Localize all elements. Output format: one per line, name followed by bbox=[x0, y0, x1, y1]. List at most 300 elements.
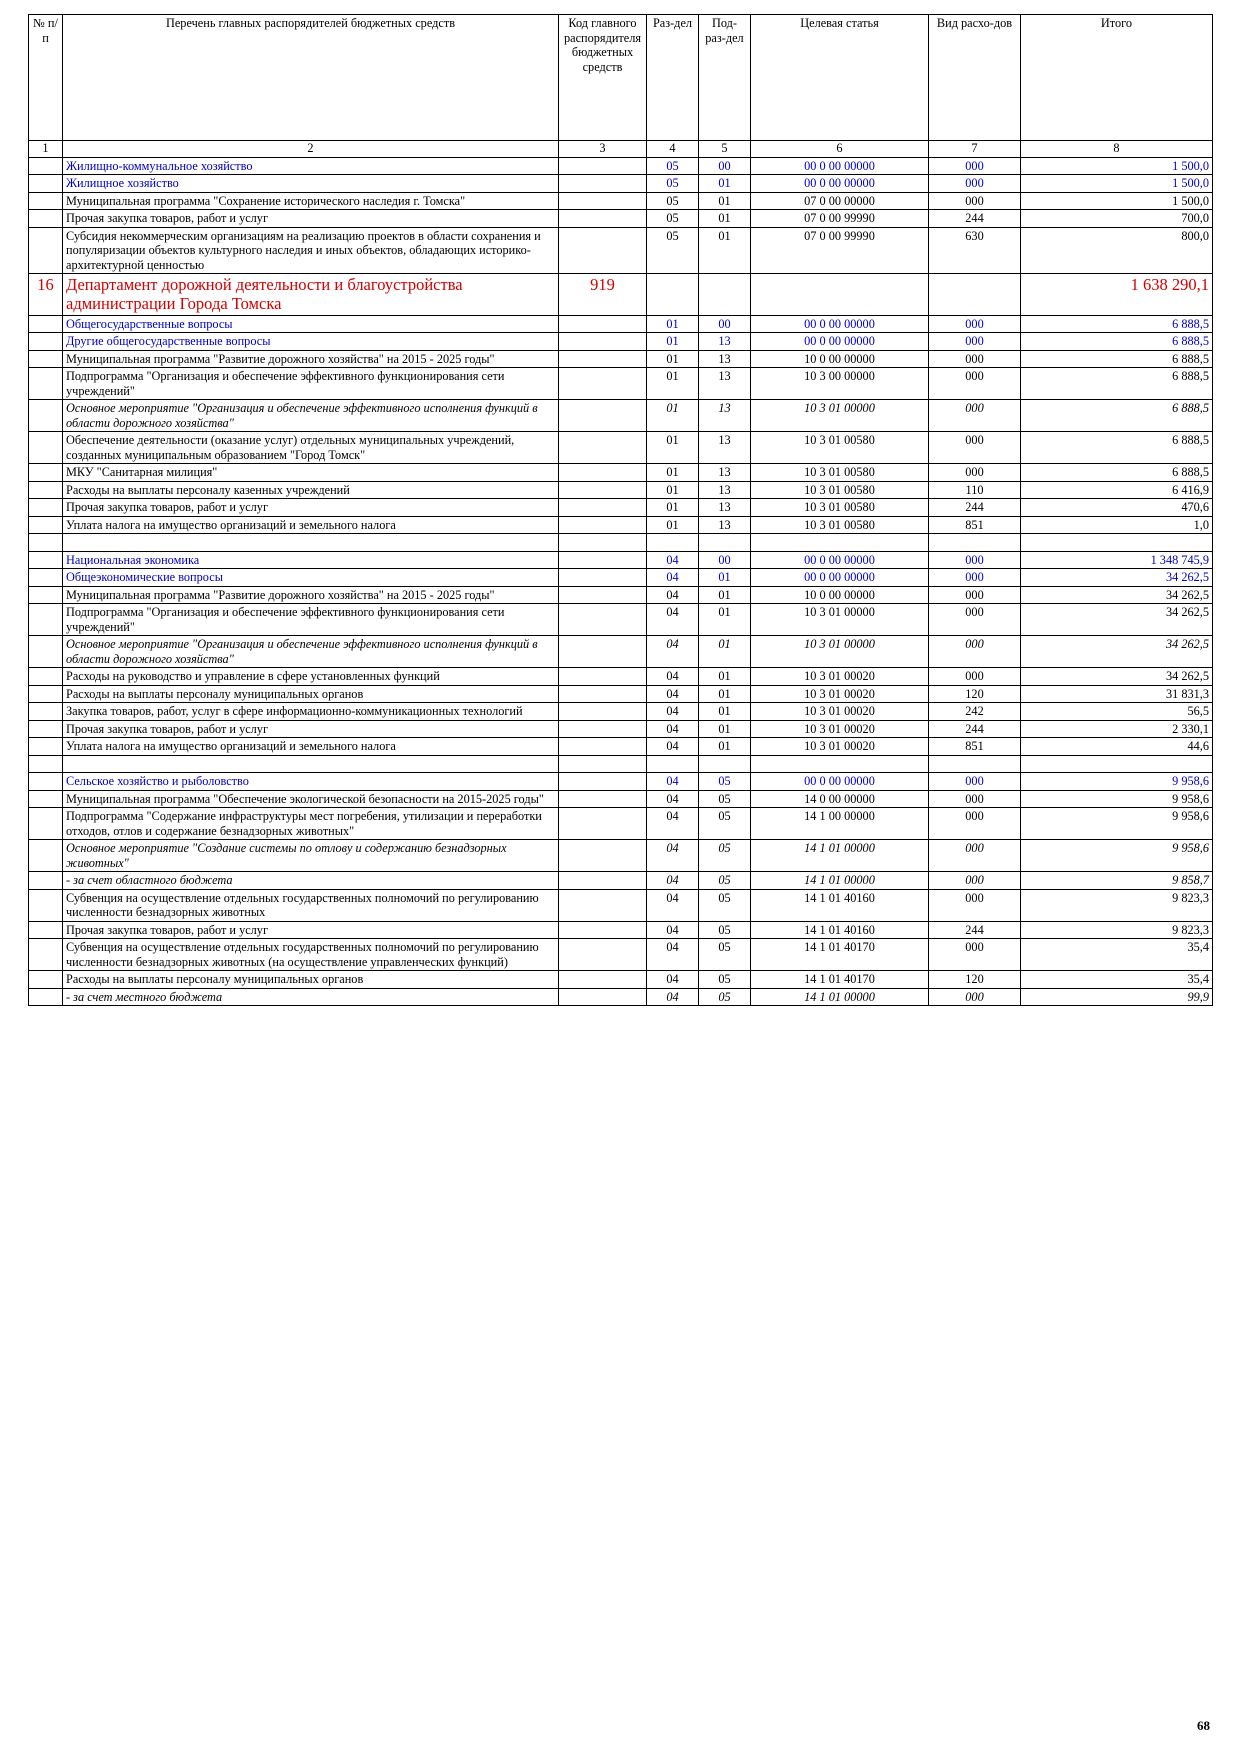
cell-podrazdel: 01 bbox=[699, 192, 751, 210]
cell-target-article: 10 3 01 00580 bbox=[751, 432, 929, 464]
cell-total: 1 638 290,1 bbox=[1021, 274, 1213, 316]
cell-target-article: 00 0 00 00000 bbox=[751, 315, 929, 333]
cell-row-number bbox=[29, 921, 63, 939]
cell-target-article: 00 0 00 00000 bbox=[751, 333, 929, 351]
cell-expense-name: Расходы на руководство и управление в сфере установленных функций bbox=[63, 668, 559, 686]
page-number: 68 bbox=[1197, 1718, 1210, 1733]
spacer-cell bbox=[559, 755, 647, 773]
header-cell-itogo: Итого bbox=[1021, 15, 1213, 141]
cell-expense-name: Муниципальная программа "Сохранение исторического наследия г. Томска" bbox=[63, 192, 559, 210]
cell-chief-code bbox=[559, 668, 647, 686]
table-row bbox=[29, 569, 1213, 587]
cell-podrazdel: 01 bbox=[699, 720, 751, 738]
cell-expense-name: Общеэкономические вопросы bbox=[63, 569, 559, 587]
table-row bbox=[29, 227, 1213, 274]
cell-row-number bbox=[29, 668, 63, 686]
cell-chief-code bbox=[559, 175, 647, 193]
cell-target-article: 14 1 01 00000 bbox=[751, 840, 929, 872]
table-row bbox=[29, 703, 1213, 721]
cell-chief-code bbox=[559, 720, 647, 738]
cell-row-number bbox=[29, 971, 63, 989]
cell-razdel bbox=[647, 274, 699, 316]
cell-podrazdel: 13 bbox=[699, 368, 751, 400]
cell-row-number bbox=[29, 227, 63, 274]
table-row bbox=[29, 368, 1213, 400]
cell-target-article: 07 0 00 00000 bbox=[751, 192, 929, 210]
cell-expense-name: Прочая закупка товаров, работ и услуг bbox=[63, 921, 559, 939]
cell-chief-code bbox=[559, 210, 647, 228]
cell-razdel: 04 bbox=[647, 703, 699, 721]
cell-podrazdel: 05 bbox=[699, 889, 751, 921]
cell-podrazdel: 01 bbox=[699, 604, 751, 636]
cell-expense-type: 000 bbox=[929, 157, 1021, 175]
cell-target-article: 10 0 00 00000 bbox=[751, 586, 929, 604]
cell-target-article: 10 3 01 00580 bbox=[751, 516, 929, 534]
cell-expense-type: 000 bbox=[929, 604, 1021, 636]
spacer-cell bbox=[29, 534, 63, 552]
cell-razdel: 04 bbox=[647, 872, 699, 890]
cell-razdel: 04 bbox=[647, 939, 699, 971]
cell-expense-name: Прочая закупка товаров, работ и услуг bbox=[63, 720, 559, 738]
cell-total: 34 262,5 bbox=[1021, 636, 1213, 668]
cell-row-number bbox=[29, 889, 63, 921]
cell-expense-type: 120 bbox=[929, 971, 1021, 989]
cell-podrazdel: 13 bbox=[699, 400, 751, 432]
cell-razdel: 04 bbox=[647, 668, 699, 686]
cell-expense-name: Расходы на выплаты персоналу муниципальных органов bbox=[63, 685, 559, 703]
cell-expense-type: 000 bbox=[929, 368, 1021, 400]
cell-razdel: 04 bbox=[647, 921, 699, 939]
cell-chief-code bbox=[559, 464, 647, 482]
cell-target-article: 14 1 01 00000 bbox=[751, 872, 929, 890]
spacer-cell bbox=[63, 755, 559, 773]
cell-expense-type: 000 bbox=[929, 432, 1021, 464]
cell-chief-code bbox=[559, 227, 647, 274]
cell-row-number bbox=[29, 516, 63, 534]
col-number-5: 5 bbox=[699, 141, 751, 158]
cell-total: 2 330,1 bbox=[1021, 720, 1213, 738]
table-row bbox=[29, 668, 1213, 686]
cell-total: 34 262,5 bbox=[1021, 668, 1213, 686]
cell-total: 34 262,5 bbox=[1021, 604, 1213, 636]
cell-expense-type: 000 bbox=[929, 872, 1021, 890]
cell-row-number bbox=[29, 368, 63, 400]
cell-row-number bbox=[29, 604, 63, 636]
cell-row-number bbox=[29, 586, 63, 604]
cell-total: 34 262,5 bbox=[1021, 586, 1213, 604]
cell-target-article: 00 0 00 00000 bbox=[751, 175, 929, 193]
cell-chief-code bbox=[559, 703, 647, 721]
cell-target-article: 00 0 00 00000 bbox=[751, 157, 929, 175]
cell-podrazdel: 05 bbox=[699, 840, 751, 872]
cell-expense-name: Муниципальная программа "Развитие дорожного хозяйства" на 2015 - 2025 годы" bbox=[63, 350, 559, 368]
cell-total: 470,6 bbox=[1021, 499, 1213, 517]
cell-expense-name: МКУ "Санитарная милиция" bbox=[63, 464, 559, 482]
cell-expense-type: 000 bbox=[929, 840, 1021, 872]
cell-expense-type: 000 bbox=[929, 808, 1021, 840]
cell-expense-name: Уплата налога на имущество организаций и земельного налога bbox=[63, 738, 559, 756]
cell-podrazdel: 05 bbox=[699, 773, 751, 791]
cell-target-article: 10 3 01 00020 bbox=[751, 685, 929, 703]
cell-expense-type: 000 bbox=[929, 569, 1021, 587]
cell-expense-name: Муниципальная программа "Развитие дорожного хозяйства" на 2015 - 2025 годы" bbox=[63, 586, 559, 604]
cell-podrazdel: 00 bbox=[699, 551, 751, 569]
cell-razdel: 05 bbox=[647, 157, 699, 175]
cell-total: 1 500,0 bbox=[1021, 192, 1213, 210]
cell-expense-name: Прочая закупка товаров, работ и услуг bbox=[63, 499, 559, 517]
cell-chief-code bbox=[559, 569, 647, 587]
col-number-4: 4 bbox=[647, 141, 699, 158]
cell-row-number bbox=[29, 315, 63, 333]
cell-row-number bbox=[29, 432, 63, 464]
cell-expense-type: 244 bbox=[929, 499, 1021, 517]
cell-total: 9 958,6 bbox=[1021, 840, 1213, 872]
table-body bbox=[29, 157, 1213, 1006]
cell-razdel: 04 bbox=[647, 790, 699, 808]
cell-total: 6 888,5 bbox=[1021, 464, 1213, 482]
cell-expense-name: Уплата налога на имущество организаций и земельного налога bbox=[63, 516, 559, 534]
table-spacer-row bbox=[29, 755, 1213, 773]
table-row bbox=[29, 840, 1213, 872]
spacer-cell bbox=[559, 534, 647, 552]
table-row bbox=[29, 499, 1213, 517]
budget-table bbox=[28, 14, 1213, 1006]
cell-expense-name: Прочая закупка товаров, работ и услуг bbox=[63, 210, 559, 228]
cell-podrazdel: 05 bbox=[699, 921, 751, 939]
spacer-cell bbox=[929, 755, 1021, 773]
cell-podrazdel: 01 bbox=[699, 668, 751, 686]
cell-target-article: 14 1 01 40170 bbox=[751, 939, 929, 971]
cell-row-number bbox=[29, 551, 63, 569]
cell-row-number bbox=[29, 569, 63, 587]
cell-expense-name: Жилищно-коммунальное хозяйство bbox=[63, 157, 559, 175]
cell-razdel: 04 bbox=[647, 840, 699, 872]
cell-expense-name: Национальная экономика bbox=[63, 551, 559, 569]
cell-target-article: 07 0 00 99990 bbox=[751, 227, 929, 274]
cell-row-number bbox=[29, 738, 63, 756]
table-row bbox=[29, 192, 1213, 210]
table-row bbox=[29, 889, 1213, 921]
col-number-8: 8 bbox=[1021, 141, 1213, 158]
cell-expense-type: 000 bbox=[929, 790, 1021, 808]
cell-total: 1 500,0 bbox=[1021, 175, 1213, 193]
cell-total: 44,6 bbox=[1021, 738, 1213, 756]
cell-razdel: 01 bbox=[647, 499, 699, 517]
spacer-cell bbox=[647, 755, 699, 773]
cell-chief-code bbox=[559, 432, 647, 464]
table-row bbox=[29, 738, 1213, 756]
spacer-cell bbox=[751, 755, 929, 773]
cell-razdel: 04 bbox=[647, 988, 699, 1006]
cell-expense-type: 244 bbox=[929, 720, 1021, 738]
cell-expense-name: Закупка товаров, работ, услуг в сфере информационно-коммуникационных технологий bbox=[63, 703, 559, 721]
cell-target-article: 10 3 01 00580 bbox=[751, 464, 929, 482]
header-cell-razdel: Раз-дел bbox=[647, 15, 699, 141]
cell-podrazdel: 01 bbox=[699, 685, 751, 703]
cell-chief-code bbox=[559, 971, 647, 989]
cell-expense-type: 110 bbox=[929, 481, 1021, 499]
cell-chief-code bbox=[559, 939, 647, 971]
cell-podrazdel: 13 bbox=[699, 464, 751, 482]
cell-target-article: 10 3 01 00020 bbox=[751, 703, 929, 721]
table-row bbox=[29, 400, 1213, 432]
cell-total: 6 888,5 bbox=[1021, 400, 1213, 432]
cell-total: 6 888,5 bbox=[1021, 368, 1213, 400]
spacer-cell bbox=[63, 534, 559, 552]
table-row bbox=[29, 939, 1213, 971]
cell-total: 6 888,5 bbox=[1021, 333, 1213, 351]
table-header bbox=[29, 15, 1213, 158]
cell-chief-code bbox=[559, 315, 647, 333]
cell-razdel: 04 bbox=[647, 551, 699, 569]
cell-target-article: 00 0 00 00000 bbox=[751, 569, 929, 587]
spacer-cell bbox=[751, 534, 929, 552]
cell-chief-code bbox=[559, 368, 647, 400]
cell-target-article: 10 3 01 00020 bbox=[751, 668, 929, 686]
table-row bbox=[29, 586, 1213, 604]
cell-expense-type: 000 bbox=[929, 889, 1021, 921]
cell-expense-name: Расходы на выплаты персоналу муниципальных органов bbox=[63, 971, 559, 989]
cell-row-number bbox=[29, 840, 63, 872]
cell-podrazdel: 13 bbox=[699, 516, 751, 534]
column-number-row bbox=[29, 141, 1213, 158]
col-number-1: 1 bbox=[29, 141, 63, 158]
cell-target-article: 10 3 01 00580 bbox=[751, 481, 929, 499]
table-row bbox=[29, 808, 1213, 840]
cell-expense-name: - за счет областного бюджета bbox=[63, 872, 559, 890]
cell-chief-code bbox=[559, 499, 647, 517]
cell-expense-name: Основное мероприятие "Создание системы по отлову и содержанию безнадзорных животных" bbox=[63, 840, 559, 872]
cell-expense-type: 000 bbox=[929, 636, 1021, 668]
cell-expense-type: 851 bbox=[929, 516, 1021, 534]
cell-row-number bbox=[29, 175, 63, 193]
cell-target-article: 10 3 01 00000 bbox=[751, 604, 929, 636]
cell-expense-type: 851 bbox=[929, 738, 1021, 756]
table-row bbox=[29, 971, 1213, 989]
cell-podrazdel: 01 bbox=[699, 227, 751, 274]
cell-expense-name: Субвенция на осуществление отдельных государственных полномочий по регулированию численности безнадзорных животных (на осуществление управленческих функций) bbox=[63, 939, 559, 971]
cell-razdel: 04 bbox=[647, 569, 699, 587]
cell-total: 6 888,5 bbox=[1021, 350, 1213, 368]
cell-row-number: 16 bbox=[29, 274, 63, 316]
cell-row-number bbox=[29, 685, 63, 703]
cell-razdel: 05 bbox=[647, 227, 699, 274]
spacer-cell bbox=[699, 755, 751, 773]
cell-expense-type: 120 bbox=[929, 685, 1021, 703]
cell-expense-type: 000 bbox=[929, 586, 1021, 604]
cell-podrazdel: 13 bbox=[699, 481, 751, 499]
cell-row-number bbox=[29, 939, 63, 971]
cell-target-article: 10 3 01 00000 bbox=[751, 636, 929, 668]
cell-podrazdel: 05 bbox=[699, 939, 751, 971]
cell-target-article: 10 3 01 00000 bbox=[751, 400, 929, 432]
cell-target-article: 14 1 00 00000 bbox=[751, 808, 929, 840]
table-row bbox=[29, 921, 1213, 939]
spacer-cell bbox=[647, 534, 699, 552]
cell-row-number bbox=[29, 481, 63, 499]
cell-expense-name: Основное мероприятие "Организация и обеспечение эффективного исполнения функций в области дорожного хозяйства" bbox=[63, 636, 559, 668]
cell-razdel: 01 bbox=[647, 464, 699, 482]
cell-expense-name: Расходы на выплаты персоналу казенных учреждений bbox=[63, 481, 559, 499]
cell-razdel: 04 bbox=[647, 738, 699, 756]
cell-podrazdel: 05 bbox=[699, 790, 751, 808]
cell-podrazdel: 05 bbox=[699, 971, 751, 989]
cell-target-article: 10 3 01 00020 bbox=[751, 738, 929, 756]
cell-expense-name: Обеспечение деятельности (оказание услуг) отдельных муниципальных учреждений, созданных муниципальным образованием "Город Томск" bbox=[63, 432, 559, 464]
cell-podrazdel: 00 bbox=[699, 315, 751, 333]
cell-chief-code bbox=[559, 840, 647, 872]
cell-podrazdel: 13 bbox=[699, 333, 751, 351]
cell-razdel: 01 bbox=[647, 368, 699, 400]
cell-razdel: 04 bbox=[647, 586, 699, 604]
cell-expense-name: Департамент дорожной деятельности и благоустройства администрации Города Томска bbox=[63, 274, 559, 316]
cell-target-article: 10 3 00 00000 bbox=[751, 368, 929, 400]
header-cell-code: Код главного распорядителя бюджетных средств bbox=[559, 15, 647, 141]
cell-podrazdel: 01 bbox=[699, 210, 751, 228]
cell-expense-name: Подпрограмма "Организация и обеспечение эффективного функционирования сети учреждений" bbox=[63, 368, 559, 400]
cell-podrazdel: 13 bbox=[699, 499, 751, 517]
table-row bbox=[29, 636, 1213, 668]
cell-expense-type: 000 bbox=[929, 939, 1021, 971]
cell-row-number bbox=[29, 400, 63, 432]
cell-row-number bbox=[29, 350, 63, 368]
cell-razdel: 05 bbox=[647, 192, 699, 210]
cell-expense-type: 244 bbox=[929, 210, 1021, 228]
table-spacer-row bbox=[29, 534, 1213, 552]
table-row bbox=[29, 350, 1213, 368]
cell-row-number bbox=[29, 333, 63, 351]
cell-total: 34 262,5 bbox=[1021, 569, 1213, 587]
cell-razdel: 01 bbox=[647, 333, 699, 351]
cell-row-number bbox=[29, 157, 63, 175]
spacer-cell bbox=[1021, 755, 1213, 773]
cell-total: 6 888,5 bbox=[1021, 432, 1213, 464]
table-row bbox=[29, 274, 1213, 316]
cell-podrazdel: 01 bbox=[699, 586, 751, 604]
cell-razdel: 01 bbox=[647, 315, 699, 333]
cell-chief-code bbox=[559, 872, 647, 890]
cell-expense-name: Жилищное хозяйство bbox=[63, 175, 559, 193]
cell-expense-type: 000 bbox=[929, 400, 1021, 432]
table-row bbox=[29, 685, 1213, 703]
cell-total: 99,9 bbox=[1021, 988, 1213, 1006]
cell-podrazdel: 01 bbox=[699, 703, 751, 721]
cell-podrazdel: 01 bbox=[699, 569, 751, 587]
cell-total: 6 888,5 bbox=[1021, 315, 1213, 333]
cell-chief-code bbox=[559, 516, 647, 534]
cell-chief-code bbox=[559, 481, 647, 499]
cell-expense-type: 000 bbox=[929, 333, 1021, 351]
table-row bbox=[29, 175, 1213, 193]
cell-total: 9 858,7 bbox=[1021, 872, 1213, 890]
cell-chief-code bbox=[559, 604, 647, 636]
cell-target-article: 14 1 01 40170 bbox=[751, 971, 929, 989]
cell-expense-type: 630 bbox=[929, 227, 1021, 274]
cell-razdel: 05 bbox=[647, 210, 699, 228]
cell-chief-code: 919 bbox=[559, 274, 647, 316]
cell-podrazdel: 01 bbox=[699, 175, 751, 193]
table-row bbox=[29, 988, 1213, 1006]
cell-expense-name: Подпрограмма "Содержание инфраструктуры мест погребения, утилизации и переработки отходов, отлов и содержание безнадзорных животных" bbox=[63, 808, 559, 840]
header-cell-podrazdel: Под-раз-дел bbox=[699, 15, 751, 141]
cell-total: 9 958,6 bbox=[1021, 773, 1213, 791]
cell-target-article: 00 0 00 00000 bbox=[751, 773, 929, 791]
table-row bbox=[29, 790, 1213, 808]
cell-expense-name: Подпрограмма "Организация и обеспечение эффективного функционирования сети учреждений" bbox=[63, 604, 559, 636]
cell-razdel: 04 bbox=[647, 808, 699, 840]
col-number-3: 3 bbox=[559, 141, 647, 158]
cell-expense-name: Другие общегосударственные вопросы bbox=[63, 333, 559, 351]
cell-chief-code bbox=[559, 685, 647, 703]
cell-expense-type: 000 bbox=[929, 315, 1021, 333]
cell-target-article: 10 3 01 00020 bbox=[751, 720, 929, 738]
cell-expense-type: 000 bbox=[929, 350, 1021, 368]
table-row bbox=[29, 604, 1213, 636]
cell-expense-name: Основное мероприятие "Организация и обеспечение эффективного исполнения функций в области дорожного хозяйства" bbox=[63, 400, 559, 432]
cell-target-article: 14 1 01 00000 bbox=[751, 988, 929, 1006]
cell-row-number bbox=[29, 636, 63, 668]
cell-podrazdel: 13 bbox=[699, 432, 751, 464]
cell-chief-code bbox=[559, 551, 647, 569]
header-cell-name: Перечень главных распорядителей бюджетных средств bbox=[63, 15, 559, 141]
cell-total: 1 500,0 bbox=[1021, 157, 1213, 175]
cell-total: 31 831,3 bbox=[1021, 685, 1213, 703]
cell-total: 9 958,6 bbox=[1021, 808, 1213, 840]
cell-expense-type: 000 bbox=[929, 464, 1021, 482]
cell-razdel: 04 bbox=[647, 636, 699, 668]
cell-podrazdel: 13 bbox=[699, 350, 751, 368]
cell-total: 35,4 bbox=[1021, 971, 1213, 989]
cell-razdel: 01 bbox=[647, 432, 699, 464]
cell-chief-code bbox=[559, 157, 647, 175]
spacer-cell bbox=[699, 534, 751, 552]
cell-podrazdel: 05 bbox=[699, 808, 751, 840]
cell-expense-type: 242 bbox=[929, 703, 1021, 721]
cell-total: 1 348 745,9 bbox=[1021, 551, 1213, 569]
cell-row-number bbox=[29, 192, 63, 210]
cell-expense-name: Субвенция на осуществление отдельных государственных полномочий по регулированию численности безнадзорных животных bbox=[63, 889, 559, 921]
cell-expense-type: 244 bbox=[929, 921, 1021, 939]
cell-chief-code bbox=[559, 773, 647, 791]
cell-chief-code bbox=[559, 738, 647, 756]
table-row bbox=[29, 551, 1213, 569]
cell-row-number bbox=[29, 703, 63, 721]
cell-total: 6 416,9 bbox=[1021, 481, 1213, 499]
table-row bbox=[29, 516, 1213, 534]
table-row bbox=[29, 464, 1213, 482]
cell-podrazdel bbox=[699, 274, 751, 316]
cell-podrazdel: 05 bbox=[699, 872, 751, 890]
cell-chief-code bbox=[559, 790, 647, 808]
table-row bbox=[29, 481, 1213, 499]
cell-row-number bbox=[29, 790, 63, 808]
table-row bbox=[29, 872, 1213, 890]
table-row bbox=[29, 157, 1213, 175]
cell-target-article: 14 1 01 40160 bbox=[751, 889, 929, 921]
cell-total: 56,5 bbox=[1021, 703, 1213, 721]
cell-expense-type: 000 bbox=[929, 551, 1021, 569]
table-row bbox=[29, 210, 1213, 228]
cell-chief-code bbox=[559, 333, 647, 351]
cell-chief-code bbox=[559, 400, 647, 432]
table-row bbox=[29, 720, 1213, 738]
cell-expense-name: Субсидия некоммерческим организациям на реализацию проектов в области сохранения и популяризации объектов культурного наследия и иных объектов, обладающих историко-архитектурной ценностью bbox=[63, 227, 559, 274]
cell-razdel: 04 bbox=[647, 685, 699, 703]
cell-chief-code bbox=[559, 988, 647, 1006]
cell-razdel: 01 bbox=[647, 400, 699, 432]
cell-row-number bbox=[29, 210, 63, 228]
cell-target-article: 10 3 01 00580 bbox=[751, 499, 929, 517]
